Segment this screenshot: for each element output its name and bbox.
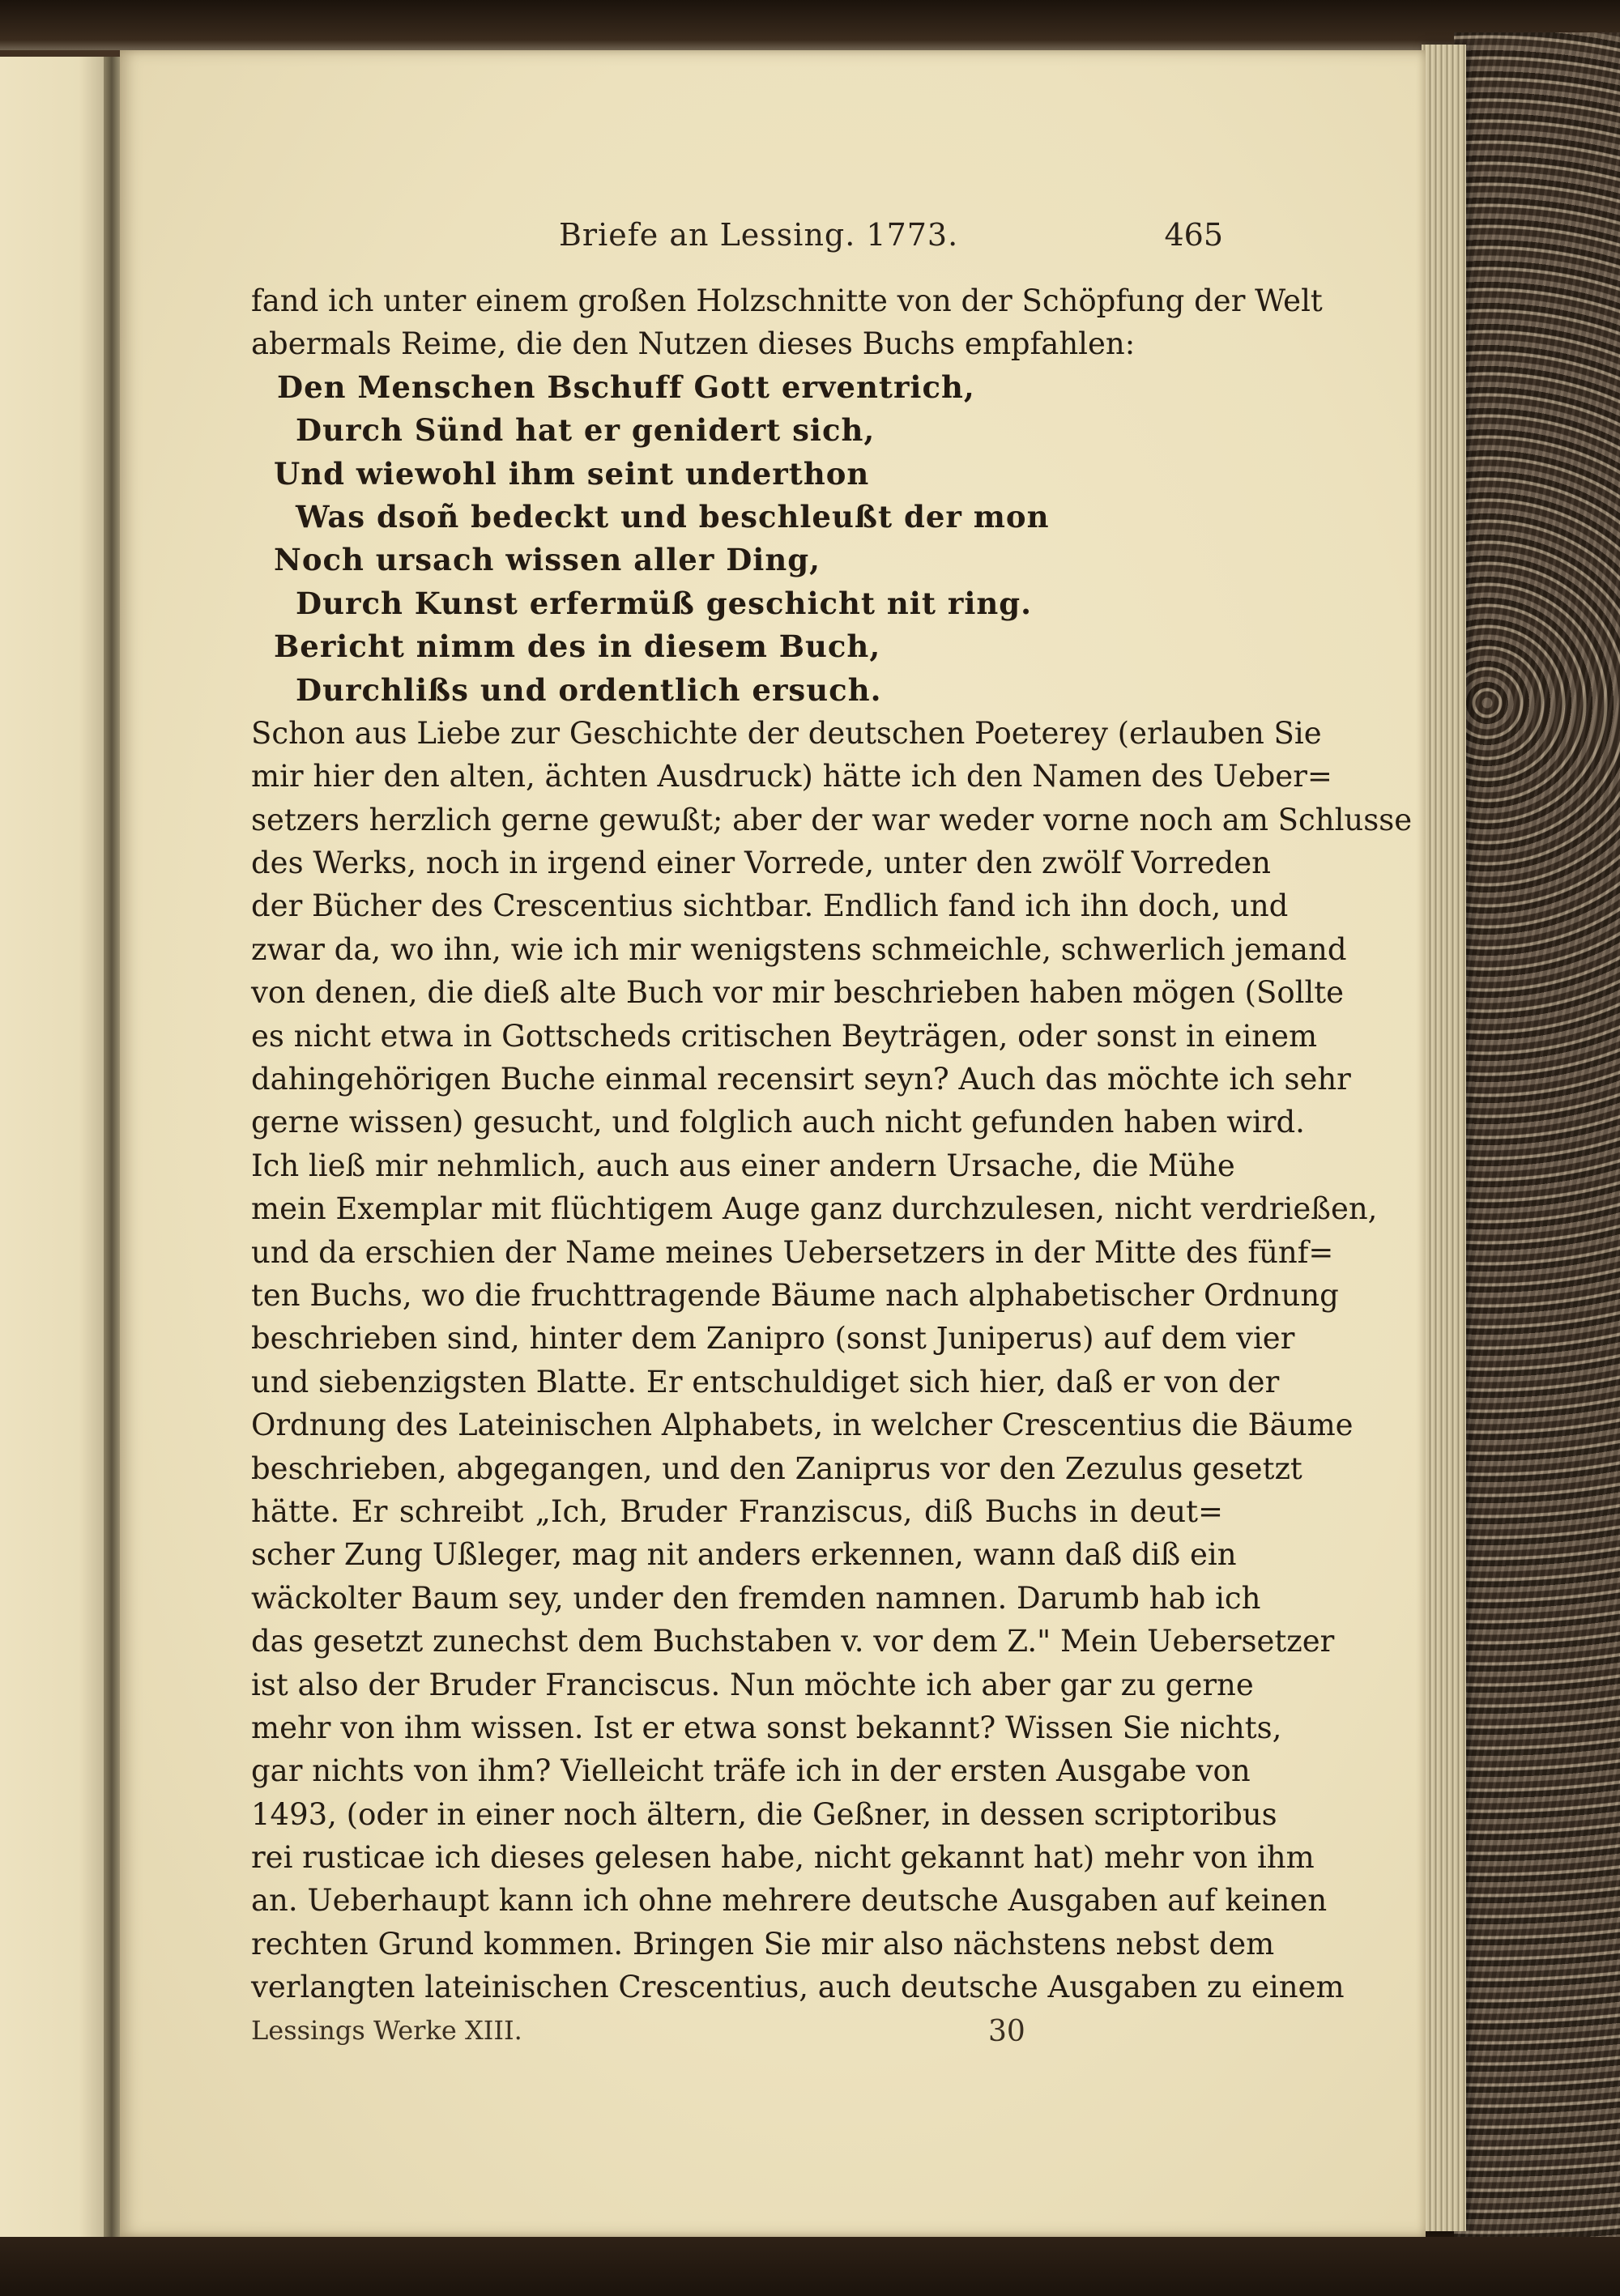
text-line: Schon aus Liebe zur Geschichte der deutschen Poeterey (erlauben Sie — [251, 715, 1322, 751]
verse-line: Den Menschen Bschuff Gott erventrich, — [277, 368, 975, 405]
page-stack-edge — [1422, 45, 1466, 2231]
text-line: und siebenzigsten Blatte. Er entschuldiget sich hier, daß er von der — [251, 1364, 1280, 1399]
text-line: Ordnung des Lateinischen Alphabets, in welcher Crescentius die Bäume — [251, 1408, 1354, 1443]
verse-quotation — [251, 366, 1223, 712]
top-shadow — [0, 0, 1620, 50]
page-footer — [251, 2015, 1223, 2051]
text-line: verlangten lateinischen Crescentius, auch deutsche Ausgaben zu einem — [251, 1970, 1345, 2005]
text-line: und da erschien der Name meines Uebersetzers in der Mitte des fünf= — [251, 1234, 1334, 1270]
marbled-book-edge — [1454, 32, 1620, 2268]
text-line: gerne wissen) gesucht, und folglich auch nicht gefunden haben wird. — [251, 1105, 1305, 1140]
signature-mark: Lessings Werke XIII. — [251, 2015, 522, 2046]
text-line: das gesetzt zunechst dem Buchstaben v. vor dem Z." Mein Uebersetzer — [251, 1624, 1335, 1659]
text-line: des Werks, noch in irgend einer Vorrede, unter den zwölf Vorreden — [251, 846, 1272, 881]
text-line: mir hier den alten, ächten Ausdruck) hätte ich den Namen des Ueber= — [251, 759, 1332, 794]
text-line: es nicht etwa in Gottscheds critischen Beyträgen, oder sonst in einem — [251, 1018, 1318, 1054]
verse-line: Noch ursach wissen aller Ding, — [274, 542, 821, 578]
text-line: rechten Grund kommen. Bringen Sie mir also nächstens nebst dem — [251, 1926, 1275, 1962]
running-head — [251, 217, 1223, 256]
text-line: hätte. Er schreibt „Ich, Bruder Franziscus, diß Buchs in deut= — [251, 1493, 1223, 1529]
bottom-shadow — [0, 2237, 1620, 2296]
text-line: beschrieben, abgegangen, und den Zaniprus vor den Zezulus gesetzt — [251, 1450, 1302, 1486]
text-line: rei rusticae ich dieses gelesen habe, nicht gekannt hat) mehr von ihm — [251, 1840, 1315, 1876]
text-line: scher Zung Ußleger, mag nit anders erkennen, wann daß diß ein — [251, 1537, 1237, 1573]
verse-line: Bericht nimm des in diesem Buch, — [274, 628, 881, 665]
page-number: 465 — [1164, 217, 1223, 253]
text-line: mehr von ihm wissen. Ist er etwa sonst bekannt? Wissen Sie nichts, — [251, 1710, 1282, 1745]
book-gutter — [104, 57, 122, 2243]
verse-line: Durch Sünd hat er genidert sich, — [296, 412, 876, 449]
left-facing-page — [0, 57, 113, 2243]
verse-line: Durchlißs und ordentlich ersuch. — [296, 671, 882, 708]
text-line: mein Exemplar mit flüchtigem Auge ganz durchzulesen, nicht verdrießen, — [251, 1191, 1378, 1227]
text-line: beschrieben sind, hinter dem Zanipro (sonst Juniperus) auf dem vier — [251, 1321, 1295, 1357]
text-line: setzers herzlich gerne gewußt; aber der war weder vorne noch am Schlusse — [251, 802, 1413, 837]
text-line: von denen, die dieß alte Buch vor mir beschrieben haben mögen (Sollte — [251, 975, 1345, 1011]
text-line: gar nichts von ihm? Vielleicht träfe ich in der ersten Ausgabe von — [251, 1753, 1251, 1789]
text-line: ten Buchs, wo die fruchttragende Bäume nach alphabetischer Ordnung — [251, 1277, 1339, 1313]
text-line: dahingehörigen Buche einmal recensirt seyn? Auch das möchte ich sehr — [251, 1062, 1351, 1097]
text-line: der Bücher des Crescentius sichtbar. Endlich fand ich ihn doch, und — [251, 888, 1289, 924]
sheet-number: 30 — [988, 2015, 1025, 2048]
text-line: 1493, (oder in einer noch ältern, die Geßner, in dessen scriptoribus — [251, 1796, 1277, 1832]
verse-line: Durch Kunst erfermüß geschicht nit ring. — [296, 585, 1033, 621]
text-line: zwar da, wo ihn, wie ich mir wenigstens schmeichle, schwerlich jemand — [251, 931, 1347, 967]
body-text — [251, 279, 1413, 2009]
running-title: Briefe an Lessing. 1773. — [559, 217, 959, 253]
text-line: abermals Reime, die den Nutzen dieses Buchs empfahlen: — [251, 326, 1136, 362]
verse-line: Was dsoñ bedeckt und beschleußt der mon — [296, 498, 1050, 535]
text-line: ist also der Bruder Franciscus. Nun möchte ich aber gar zu gerne — [251, 1667, 1254, 1702]
text-line: wäckolter Baum sey, under den fremden namnen. Darumb hab ich — [251, 1580, 1261, 1616]
text-line: fand ich unter einem großen Holzschnitte von der Schöpfung der Welt — [251, 283, 1323, 318]
text-line: an. Ueberhaupt kann ich ohne mehrere deutsche Ausgaben auf keinen — [251, 1883, 1328, 1919]
text-line: Ich ließ mir nehmlich, auch aus einer andern Ursache, die Mühe — [251, 1148, 1235, 1183]
verse-line: Und wiewohl ihm seint underthon — [274, 455, 870, 492]
